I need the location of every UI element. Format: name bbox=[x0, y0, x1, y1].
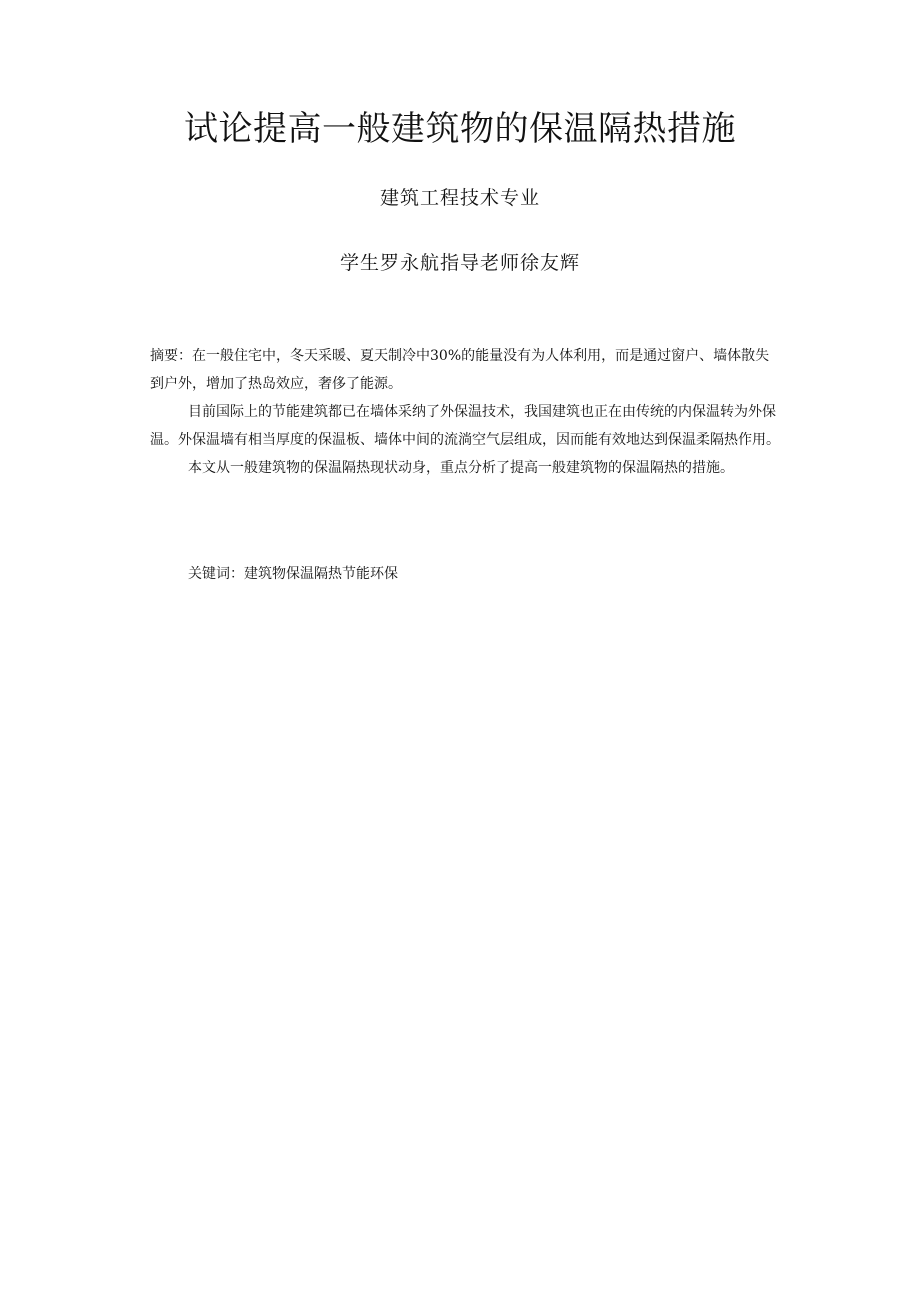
abstract-paragraph: 目前国际上的节能建筑都已在墙体采纳了外保温技术，我国建筑也正在由传统的内保温转为外保温。外保温墙有相当厚度的保温板、墙体中间的流淌空气层组成，因而能有效地达到保温柔隔热作用。 bbox=[150, 404, 780, 448]
major-line: 建筑工程技术专业 bbox=[379, 187, 540, 209]
abstract-paragraph: 摘要：在一般住宅中，冬天采暖、夏天制冷中30%的能量没有为人体利用，而是通过窗户、墙体散失到户外，增加了热岛效应，奢侈了能源。 bbox=[150, 348, 770, 392]
abstract-section bbox=[150, 342, 780, 482]
abstract-paragraph: 本文从一般建筑物的保温隔热现状动身，重点分析了提高一般建筑物的保温隔热的措施。 bbox=[188, 460, 734, 476]
paper-title: 试论提高一般建筑物的保温隔热措施 bbox=[184, 109, 736, 149]
author-line: 学生罗永航指导老师徐友辉 bbox=[339, 252, 580, 274]
keywords-line: 关键词：建筑物保温隔热节能环保 bbox=[188, 566, 398, 582]
